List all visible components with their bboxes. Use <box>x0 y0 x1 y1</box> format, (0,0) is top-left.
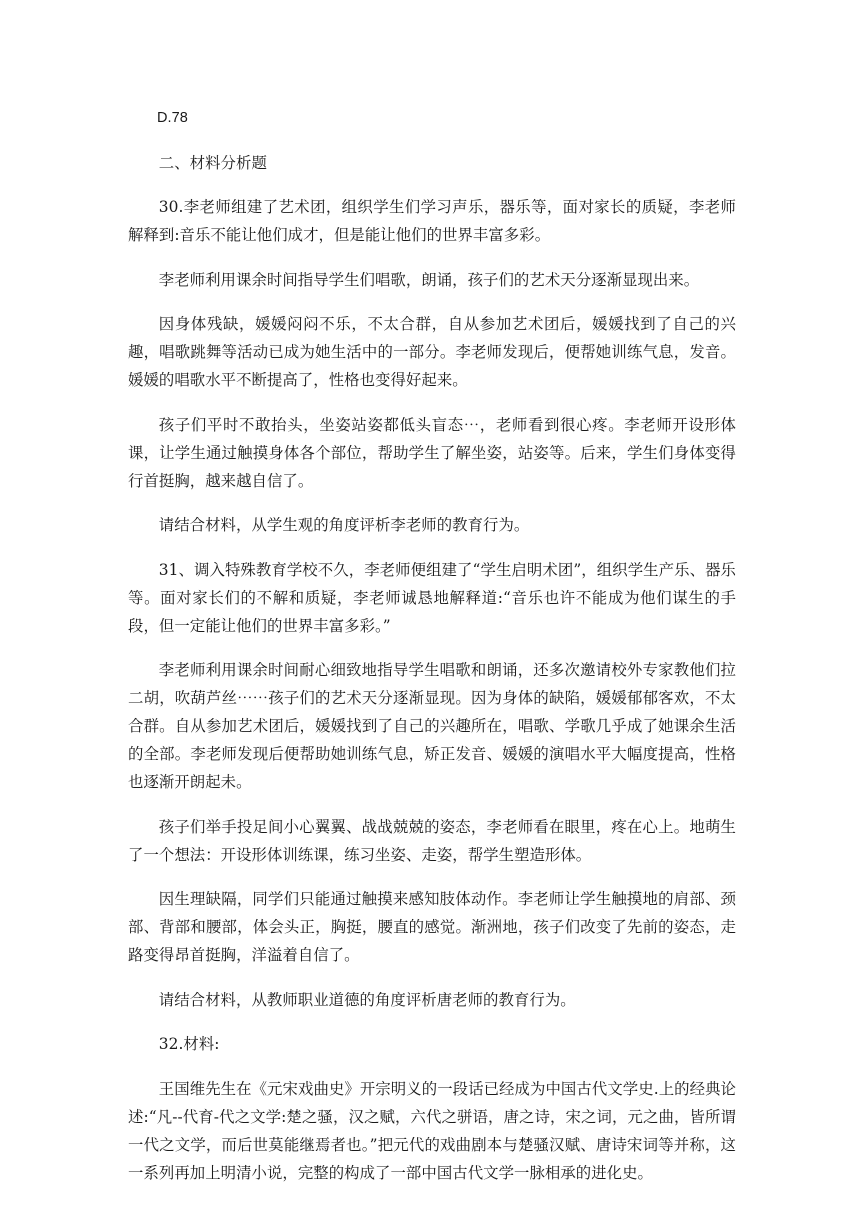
question-30-material-2: 李老师利用课余时间指导学生们唱歌，朗诵，孩子们的艺术天分逐渐显现出来。 <box>158 270 700 289</box>
question-31-material-2: 李老师利用课余时间耐心细致地指导学生唱歌和朗诵，还多次邀请校外专家教他们拉二胡，吹葫芦丝⋯⋯孩子们的艺术天分逐渐显现。因为身体的缺陷，媛媛郁郁客欢，不太合群。自从参加艺术团后，媛媛找到了自己的兴趣所在，唱歌、学歌几乎成了她课余生活的全部。李老师发现后便帮助她训练气息，矫正发音、媛媛的演唱水平大幅度提高，性格也逐渐开朗起未。 <box>128 661 736 791</box>
document-body <box>128 104 736 1203</box>
question-31-material-4: 因生理缺隔，同学们只能通过触摸来感知肢体动作。李老师让学生触摸地的肩部、颈部、背部和腰部，体会头正，胸挺，腰直的感觉。渐洲地，孩子们改变了先前的姿态，走路变得昂首挺胸，洋溢着自信了。 <box>128 890 736 964</box>
question-30-material-3: 因身体残缺，媛媛闷闷不乐，不太合群，自从参加艺术团后，媛媛找到了自己的兴趣，唱歌跳舞等活动已成为她生活中的一部分。李老师发现后，便帮她训练气息，发音。媛媛的唱歌水平不断提高了，性格也变得好起来。 <box>128 315 736 389</box>
question-32-heading: 32.材料: <box>158 1035 220 1053</box>
question-31-material-3: 孩子们举手投足间小心翼翼、战战兢兢的姿态，李老师看在眼里，疼在心上。地萌生了一个想法：开设形体训练课，练习坐姿、走姿，帮学生塑造形体。 <box>128 817 736 864</box>
question-32-material: 王国维先生在《元宋戏曲史》开宗明义的一段话已经成为中国古代文学史.上的经典论述:“凡--代育-代之文学:楚之骚，汉之赋，六代之骈语，唐之诗，宋之词，元之曲，皆所谓一代之文学，而后世莫能继焉者也。”把元代的戏曲剧本与楚骚汉赋、唐诗宋词等并称，这一系列再加上明清小说，完整的构成了一部中国古代文学一脉相承的进化史。 <box>128 1079 736 1182</box>
question-30-prompt: 请结合材料，从学生观的角度评析李老师的教育行为。 <box>158 516 530 534</box>
answer-option-d: D.78 <box>157 110 188 126</box>
question-31-material-1: 31、调入特殊教育学校不久，李老师便组建了“学生启明术团”，组织学生产乐、器乐等。面对家长们的不解和质疑，李老师诚恳地解释道:“音乐也许不能成为他们谋生的手段，但一定能让他们的世界丰富多彩。” <box>128 560 736 635</box>
section-heading: 二、材料分析题 <box>158 153 267 172</box>
question-30-material-4: 孩子们平时不敢抬头，坐姿站姿都低头盲态⋯，老师看到很心疼。李老师开设形体课，让学生通过触摸身体各个部位，帮助学生了解坐姿，站姿等。后来，学生们身体变得行首挺胸，越来越自信了。 <box>128 415 736 490</box>
question-31-prompt: 请结合材料，从教师职业道德的角度评析唐老师的教育行为。 <box>158 990 576 1009</box>
question-30-material-1: 30.李老师组建了艺术团，组织学生们学习声乐，器乐等，面对家长的质疑，李老师解释到:音乐不能让他们成才，但是能让他们的世界丰富多彩。 <box>128 198 736 244</box>
